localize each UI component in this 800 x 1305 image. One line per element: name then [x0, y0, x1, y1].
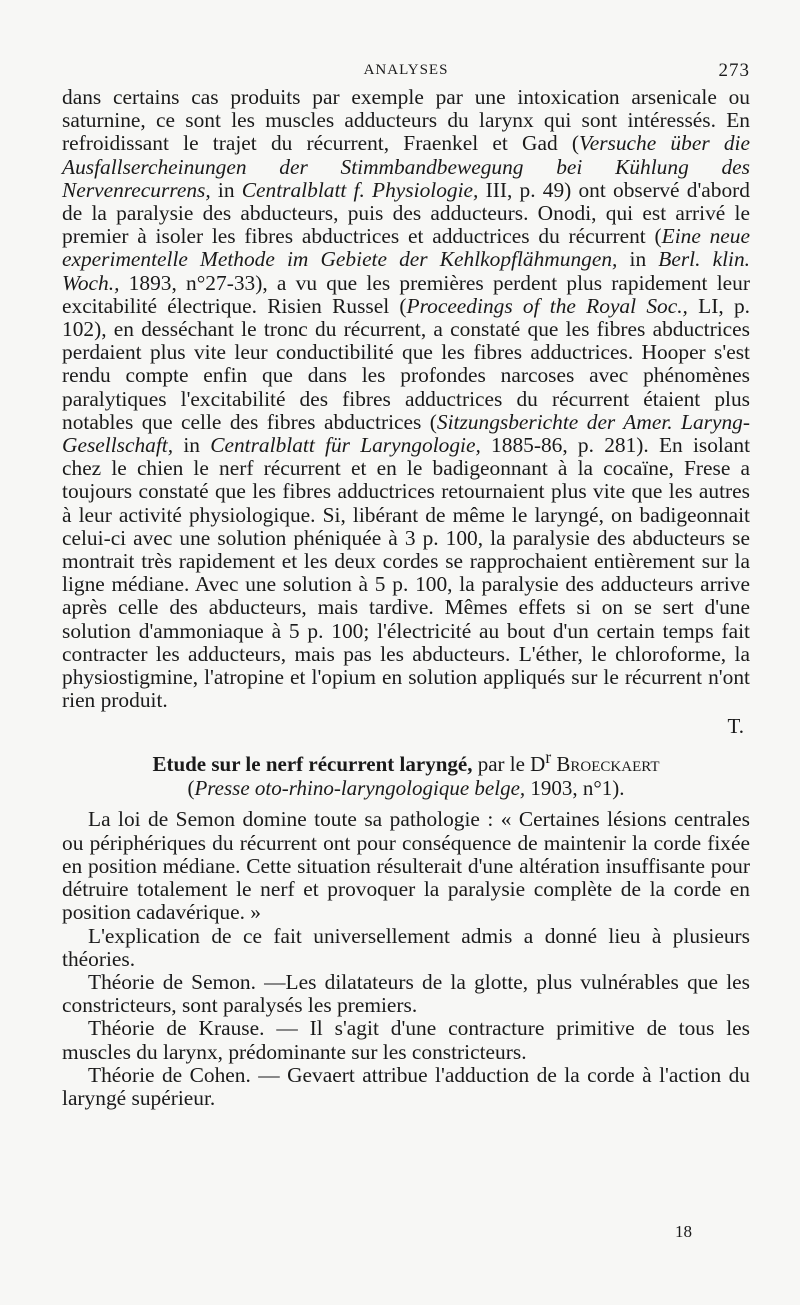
- article2-heading: Etude sur le nerf récurrent laryngé, par le $D^r$ Broeckaert (Presse oto-rhino-laryngologique belge, 1903, n°1).: [62, 745, 750, 800]
- article2-paragraph: Théorie de Cohen. — Gevaert attribue l'adduction de la corde à l'action du laryngé supérieur.: [62, 1062, 750, 1110]
- running-title: ANALYSES: [363, 62, 449, 78]
- article2-paragraph: Théorie de Krause. — Il s'agit d'une contracture primitive de tous les muscles du larynx, prédominante sur les constricteurs.: [62, 1016, 750, 1064]
- running-head: [62, 58, 750, 86]
- citation-title: Sitzungsberichte der Amer. Laryng-Gesellschaft,: [62, 409, 750, 458]
- citation-title: Versuche über die Ausfallsercheinungen der Stimmbandbewegung bei Kühlung des Nervenrecurrens,: [62, 131, 750, 202]
- article2-paragraph: La loi de Semon domine toute sa pathologie : « Certaines lésions centrales ou périphériques du récurrent ont pour conséquence de maintenir la corde fixée en position médiane. Cette situation résulterait d'une altération insuffisante pour détruire totalement le nerf et provoquer la paralysie complète de la corde en position cadavérique. »: [62, 807, 750, 925]
- article2-paragraph: L'explication de ce fait universellement admis a donné lieu à plusieurs théories.: [62, 923, 750, 971]
- signature: T.: [727, 714, 744, 739]
- article1-paragraph: dans certains cas produits par exemple par une intoxication arsenicale ou saturnine, ce sont les muscles adducteurs du larynx qui sont intéressés. En refroidissant le trajet du récurrent, Fraenkel et Gad (Versuche über die Ausfallsercheinungen der Stimmbandbewegung bei Kühlung des Nervenrecurrens, in Centralblatt f. Physiologie, III, p. 49) ont observé d'abord de la paralysie des abducteurs, puis des adducteurs. Onodi, qui est arrivé le premier à isoler les fibres abductrices et adductrices du récurrent (Eine neue experimentelle Methode im Gebiete der Kehlkopflähmungen, in Berl. klin. Woch., 1893, n°27-33), a vu que les premières perdent plus rapidement leur excitabilité électrique. Risien Russel (Proceedings of the Royal Soc., LI, p. 102), en desséchant le tronc du récurrent, a constaté que les fibres abductrices perdaient plus vite leur conductibilité que les fibres adductrices. Hooper s'est rendu compte enfin que dans les profondes narcoses avec phénomènes paralytiques l'excitabilité des fibres adductrices du récurrent étaient plus notables que celle des fibres abductrices (Sitzungsberichte der Amer. Laryng-Gesellschaft, in Centralblatt für Laryngologie, 1885-86, p. 281). En isolant chez le chien le nerf récurrent et en le badigeonnant à la cocaïne, Frese a toujours constaté que les fibres adductrices retournaient plus vite que les autres à leur activité physiologique. Si, libérant de même le laryngé, on badigeonnait celui-ci avec une solution phéniquée à 3 p. 100, la paralysie des abducteurs se montrait très rapidement et les deux cordes se rapprochaient entièrement sur la ligne médiane. Avec une solution à 5 p. 100, la paralysie des adducteurs arrive après celle des abducteurs, mais tardive. Mêmes effets si on se sert d'une solution d'ammoniaque à 5 p. 100; l'électricité au bout d'un certain temps fait contracter les adducteurs, mais pas les abducteurs. L'éther, le chloroforme, la physiostigmine, l'atropine et l'opium en solution appliqués sur le récurrent n'ont rien produit.: [62, 85, 751, 713]
- article2-paragraph: Théorie de Semon. —Les dilatateurs de la glotte, plus vulnérables que les constricteurs, sont paralysés les premiers.: [62, 969, 750, 1018]
- signature-folio: 18: [675, 1222, 692, 1241]
- author-name: Broeckaert: [551, 752, 660, 777]
- citation-title: Eine neue experimentelle Methode im Gebiete der Kehlkopflähmungen,: [62, 224, 750, 272]
- citation-journal: Centralblatt für Laryngologie,: [210, 433, 481, 458]
- article-title: Etude sur le nerf récurrent laryngé,: [152, 752, 473, 777]
- citation-journal: Proceedings of the Royal Soc.,: [406, 293, 688, 318]
- page-number: 273: [718, 60, 750, 81]
- article-source: (Presse oto-rhino-laryngologique belge, 1903, n°1).: [187, 776, 625, 801]
- citation-journal: Centralblatt f. Physiologie,: [241, 177, 479, 202]
- citation-journal: Berl. klin. Woch.,: [62, 247, 750, 295]
